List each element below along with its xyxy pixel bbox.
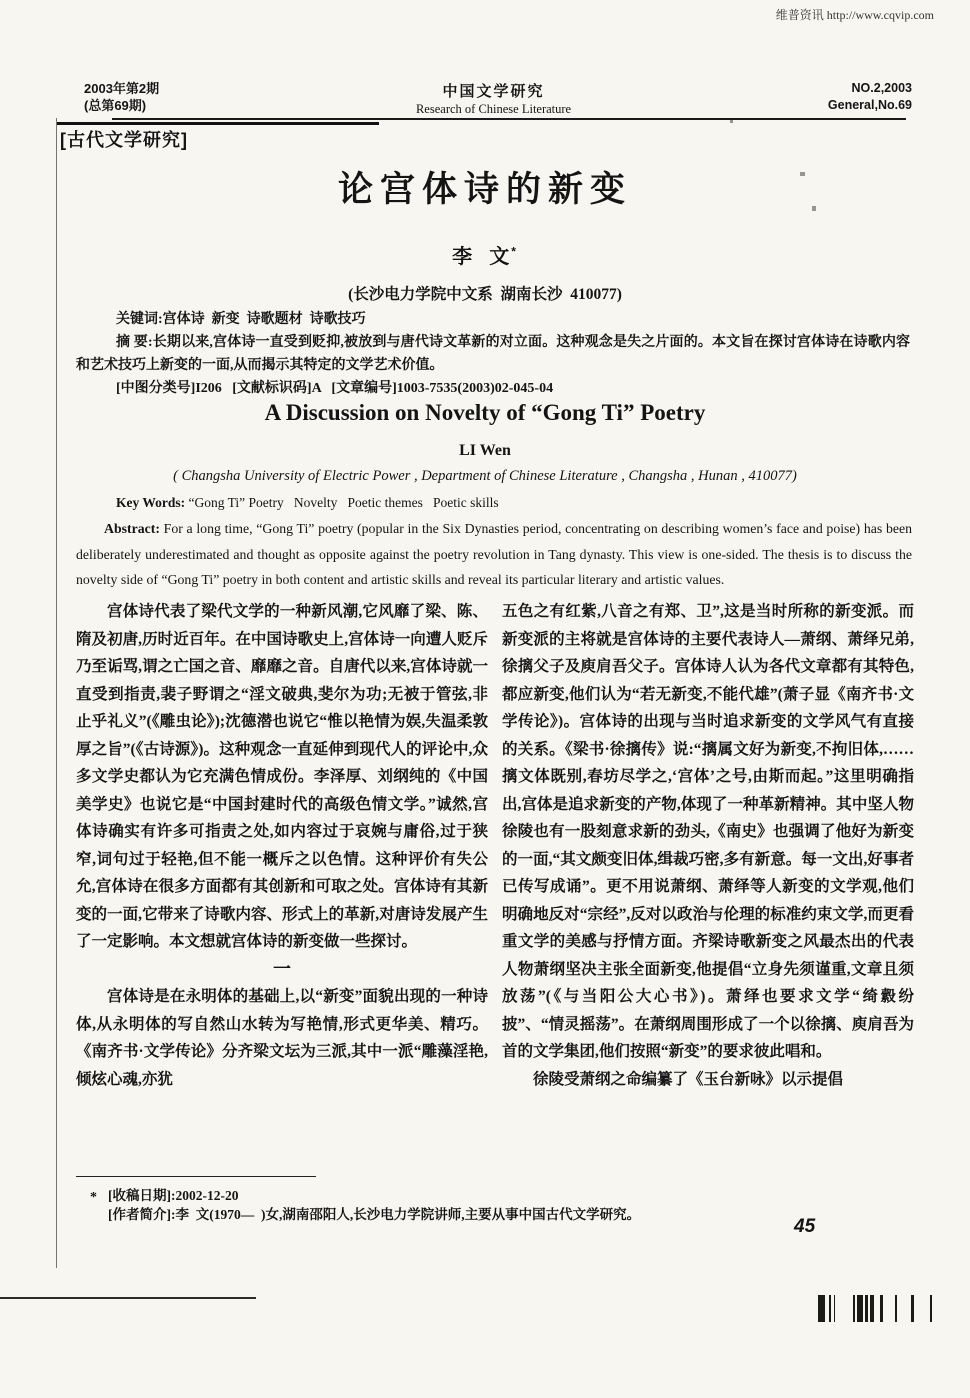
section-label: [古代文学研究] xyxy=(60,130,188,150)
keywords-en-label: Key Words: xyxy=(116,495,186,510)
journal-name xyxy=(416,80,571,117)
scan-noise xyxy=(800,172,805,176)
issue-info xyxy=(84,80,159,114)
issue-number-en xyxy=(828,80,912,114)
keywords-value: 宫体诗 新变 诗歌题材 诗歌技巧 xyxy=(162,312,366,327)
body-paragraph: 徐陵受萧纲之命编纂了《玉台新咏》以示提倡 xyxy=(533,1070,844,1088)
journal-name-cn: 中国文学研究 xyxy=(442,83,545,100)
issue-line1: 2003年第2期 xyxy=(84,81,160,96)
keywords-en-line xyxy=(76,495,910,511)
barcode-gap xyxy=(897,1295,911,1322)
abstract-label: 摘 要: xyxy=(116,335,153,350)
author-name-en: LI Wen xyxy=(459,442,511,459)
author-name-cn xyxy=(0,240,970,269)
affiliation-cn: (长沙电力学院中文系 湖南长沙 410077) xyxy=(348,286,622,303)
keywords-label: 关键词: xyxy=(116,312,163,327)
bottom-scan-line xyxy=(0,1297,256,1299)
received-date-line xyxy=(108,1186,640,1205)
author-footnote-mark: * xyxy=(511,244,518,259)
chinese-meta-block xyxy=(76,308,910,400)
footnote-lines xyxy=(108,1186,640,1224)
abstract-en-block xyxy=(76,516,912,593)
barcode-gap xyxy=(914,1295,930,1322)
body-columns xyxy=(76,598,914,1184)
body-paragraph: 宫体诗是在永明体的基础上,以“新变”面貌出现的一种诗体,从永明体的写自然山水转为写艳情,形式更华美、精巧。《南齐书·文学传论》分齐梁文坛为三派,其中一派“雕藻淫艳,倾炫心魂,亦犹 xyxy=(76,988,488,1088)
journal-name-en: Research of Chinese Literature xyxy=(415,102,572,116)
barcode-gap xyxy=(883,1295,895,1322)
bio-label: [作者简介]: xyxy=(108,1207,176,1222)
barcode-gap xyxy=(835,1295,853,1322)
abstract-en-label: Abstract: xyxy=(104,521,160,536)
affiliation-en: ( Changsha University of Electric Power , Department of Chinese Literature , Changsha , Hunan , 410077) xyxy=(173,468,797,484)
keywords-line xyxy=(76,308,910,331)
issue-no-line2: General,No.69 xyxy=(827,98,912,112)
section-rule xyxy=(57,122,379,125)
clc-line: [中图分类号]I206 [文献标识码]A [文章编号]1003-7535(2003)02-045-04 xyxy=(116,381,554,396)
footnotes-block xyxy=(90,1186,890,1224)
footnote-rule xyxy=(76,1176,316,1177)
barcode-bar xyxy=(930,1295,932,1322)
bio-value: 李 文(1970— )女,湖南邵阳人,长沙电力学院讲师,主要从事中国古代文学研究。 xyxy=(175,1207,641,1222)
abstract-cn xyxy=(76,331,910,377)
barcode xyxy=(818,1295,932,1322)
section-one-divider: 一 xyxy=(273,958,291,979)
issue-no-line1: NO.2,2003 xyxy=(851,81,912,95)
watermark-text: 维普资讯 http://www.cqvip.com xyxy=(775,8,934,22)
right-column xyxy=(502,598,914,1184)
abstract-en-text: For a long time, “Gong Ti” poetry (popular in the Six Dynasties period, concentrating on describing women’s face and poise) has been deliberately underestimated and thought as opposite against the poetry revolution in Tang dynasty. This view is one-sided. The thesis is to discuss the novelty side of “Gong Ti” poetry in both content and artistic skills and reveal its particular literary and artistic values. xyxy=(76,521,912,587)
abstract-text: 长期以来,宫体诗一直受到贬抑,被放到与唐代诗文革新的对立面。这种观念是失之片面的。本文旨在探讨宫体诗在诗歌内容和艺术技巧上新变的一面,从而揭示其特定的文学艺术价值。 xyxy=(76,335,910,373)
author-bio-line xyxy=(108,1205,640,1224)
journal-header xyxy=(84,80,912,117)
article-title-en: A Discussion on Novelty of “Gong Ti” Poetry xyxy=(264,400,706,425)
author-text: 李 文 xyxy=(452,246,512,268)
body-paragraph: 五色之有红紫,八音之有郑、卫”,这是当时所称的新变派。而新变派的主将就是宫体诗的主要代表诗人—萧纲、萧绎兄弟,徐摛父子及庾肩吾父子。宫体诗人认为各代文章都有其特色,都应新变,他们认为“若无新变,不能代雄”(萧子显《南齐书·文学传论》)。宫体诗的出现与当时追求新变的文学风气有直接的关系。《梁书·徐摛传》说:“摛属文好为新变,不拘旧体,……摛文体既别,春坊尽学之,‘宫体’之号,由斯而起。”这里明确指出,宫体是追求新变的产物,体现了一种革新精神。其中坚人物徐陵也有一股刻意求新的劲头,《南史》也强调了他好为新变的一面,“其文颇变旧体,缉裁巧密,多有新意。每一文出,好事者已传写成诵”。更不用说萧纲、萧绎等人新变的文学观,他们明确地反对“宗经”,反对以政治与伦理的标准约束文学,而更看重文学的美感与抒情方面。齐梁诗歌新变之风最杰出的代表人物萧纲坚决主张全面新变,他提倡“立身先须谨重,文章且须放荡”(《与当阳公大心书》)。萧绎也要求文学“绮縠纷披”、“情灵摇荡”。在萧纲周围形成了一个以徐摛、庾肩吾为首的文学集团,他们按照“新变”的要求彼此唱和。 xyxy=(502,603,914,1060)
header-rule xyxy=(112,118,906,120)
page-number: 45 xyxy=(794,1216,816,1237)
abstract-en xyxy=(76,516,912,593)
scan-noise xyxy=(812,206,816,211)
body-paragraph: 宫体诗代表了梁代文学的一种新风潮,它风靡了梁、陈、隋及初唐,历时近百年。在中国诗歌史上,宫体诗一向遭人贬斥乃至诟骂,谓之亡国之音、靡靡之音。自唐代以来,宫体诗就一直受到指责,裴子野谓之“淫文破典,斐尔为功;无被于管弦,非止乎礼义”(《雕虫论》);沈德潜也说它“惟以艳情为娱,失温柔敦厚之旨”(《古诗源》)。这种观念一直延伸到现代人的评论中,众多文学史都认为它充满色情成份。李泽厚、刘纲纯的《中国美学史》也说它是“中国封建时代的高级色情文学。”诚然,宫体诗确实有许多可指责之处,如内容过于哀婉与庸俗,过于狭窄,词句过于轻艳,但不能一概斥之以色情。这种评价有失公允,宫体诗在很多方面都有其创新和可取之处。宫体诗有其新变的一面,它带来了诗歌内容、形式上的革新,对唐诗发展产生了一定影响。本文想就宫体诗的新变做一些探讨。 xyxy=(76,603,488,950)
keywords-en-value: “Gong Ti” Poetry Novelty Poetic themes Poetic skills xyxy=(185,495,499,510)
footnote-row xyxy=(90,1186,890,1224)
left-column xyxy=(76,598,488,1184)
received-label: [收稿日期]: xyxy=(108,1188,176,1203)
issue-line2: (总第69期) xyxy=(84,98,147,113)
barcode-bar xyxy=(818,1295,825,1322)
scan-noise xyxy=(730,120,733,123)
footnote-mark: * xyxy=(90,1190,97,1205)
article-title-cn: 论宫体诗的新变 xyxy=(337,170,632,209)
received-value: 2002-12-20 xyxy=(175,1188,239,1203)
